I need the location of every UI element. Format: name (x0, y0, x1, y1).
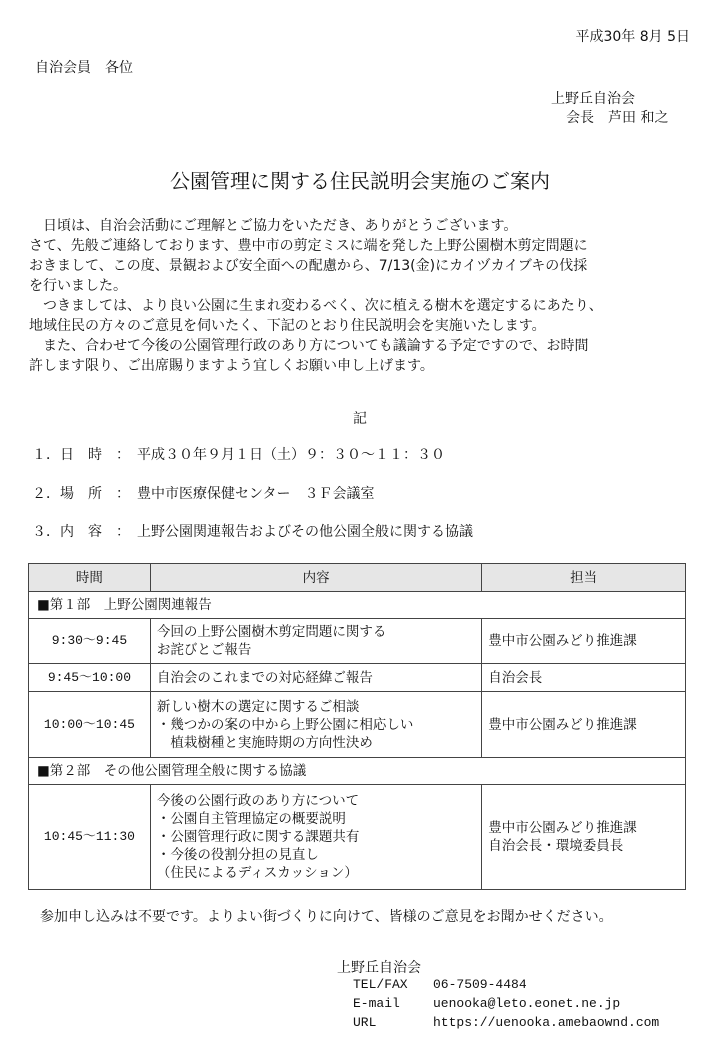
sender-organization: 上野丘自治会 (551, 91, 635, 107)
content-line: 今回の上野公園樹木剪定問題に関する (156, 624, 387, 640)
email-link[interactable]: uenooka@leto.eonet.ne.jp (433, 996, 621, 1011)
owner-line: 豊中市公園みどり推進課 (488, 820, 637, 836)
section-row (29, 758, 686, 785)
row-owner (482, 619, 686, 664)
content-line: 植栽樹種と実施時期の方向性決め (156, 734, 373, 751)
table-row (29, 664, 686, 692)
table-row (29, 785, 686, 890)
header-time: 時間 (29, 564, 151, 592)
row-time: 10:45～11:30 (29, 785, 151, 890)
body-line: さて、先般ご連絡しております、豊中市の剪定ミスに端を発した上野公園樹木剪定問題に (29, 238, 588, 254)
url-label: URL (353, 1015, 377, 1030)
row-content (150, 692, 481, 758)
event-content-item: ３．内 容 ： 上野公園関連報告およびその他公園全般に関する協議 (32, 524, 473, 540)
url-link[interactable]: https://uenooka.amebaownd.com (433, 1015, 660, 1030)
event-date-item: １．日 時 ： 平成３０年９月１日（土）９：３０～１１：３０ (32, 447, 445, 463)
schedule-table (28, 563, 686, 890)
content-line: （住民によるディスカッション） (156, 865, 358, 881)
document-title: 公園管理に関する住民説明会実施のご案内 (170, 169, 550, 193)
body-line: つきましては、より良い公園に生まれ変わるべく、次に植える樹木を選定するにあたり、 (29, 298, 603, 314)
row-time: 9:30～9:45 (29, 619, 151, 664)
owner-line: 豊中市公園みどり推進課 (488, 716, 637, 733)
owner-line: 自治会長・環境委員長 (488, 838, 624, 854)
section-2-heading: ■第２部 その他公園管理全般に関する協議 (29, 758, 686, 785)
footer-organization: 上野丘自治会 (337, 960, 421, 976)
body-line: また、合わせて今後の公園管理行政のあり方についても議論する予定ですので、お時間 (29, 338, 589, 354)
row-content (150, 619, 481, 664)
content-line: ・幾つかの案の中から上野公園に相応しい (156, 716, 414, 733)
section-1-heading: ■第１部 上野公園関連報告 (29, 592, 686, 619)
table-row (29, 692, 686, 758)
table-row (29, 619, 686, 664)
row-owner (482, 664, 686, 692)
sender-name: 会長 芦田 和之 (566, 110, 669, 126)
row-time: 10:00～10:45 (29, 692, 151, 758)
table-header-row (29, 564, 686, 592)
content-line: 今後の公園行政のあり方について (156, 793, 360, 809)
body-line: 許します限り、ご出席賜りますよう宜しくお願い申し上げます。 (29, 358, 434, 374)
content-line: ・公園管理行政に関する課題共有 (156, 829, 360, 845)
content-line: ・公園自主管理協定の概要説明 (156, 811, 346, 827)
tel-value: 06-7509-4484 (433, 977, 527, 992)
tel-label: TEL/FAX (353, 977, 408, 992)
content-line: お詫びとご報告 (156, 642, 252, 658)
body-line: 地域住民の方々のご意見を伺いたく、下記のとおり住民説明会を実施いたします。 (29, 318, 546, 334)
row-owner (482, 785, 686, 890)
body-line: 日頃は、自治会活動にご理解とご協力をいただき、ありがとうございます。 (29, 218, 518, 234)
header-content: 内容 (150, 564, 481, 592)
row-time: 9:45～10:00 (29, 664, 151, 692)
notation-heading: 記 (353, 411, 367, 427)
email-label: E-mail (353, 996, 400, 1011)
event-venue-item: ２．場 所 ： 豊中市医療保健センター ３Ｆ会議室 (32, 486, 375, 502)
row-owner (482, 692, 686, 758)
body-line: おきまして、この度、景観および安全面への配慮から、7/13(金)にカイヅカイブキの伐採 (29, 258, 588, 274)
recipient-line: 自治会員 各位 (35, 60, 133, 76)
content-line: ・今後の役割分担の見直し (156, 847, 319, 863)
content-line: 自治会のこれまでの対応経緯ご報告 (156, 669, 373, 686)
section-row (29, 592, 686, 619)
owner-line: 豊中市公園みどり推進課 (488, 633, 637, 649)
body-line: を行いました。 (29, 278, 127, 294)
row-content (150, 785, 481, 890)
header-owner: 担当 (482, 564, 686, 592)
content-line: 新しい樹木の選定に関するご相談 (156, 698, 360, 715)
row-content (150, 664, 481, 692)
closing-note: 参加申し込みは不要です。よりよい街づくりに向けて、皆様のご意見をお聞かせください。 (40, 909, 613, 925)
document-date: 平成30年 8月 5日 (575, 29, 690, 45)
owner-line: 自治会長 (488, 669, 543, 686)
